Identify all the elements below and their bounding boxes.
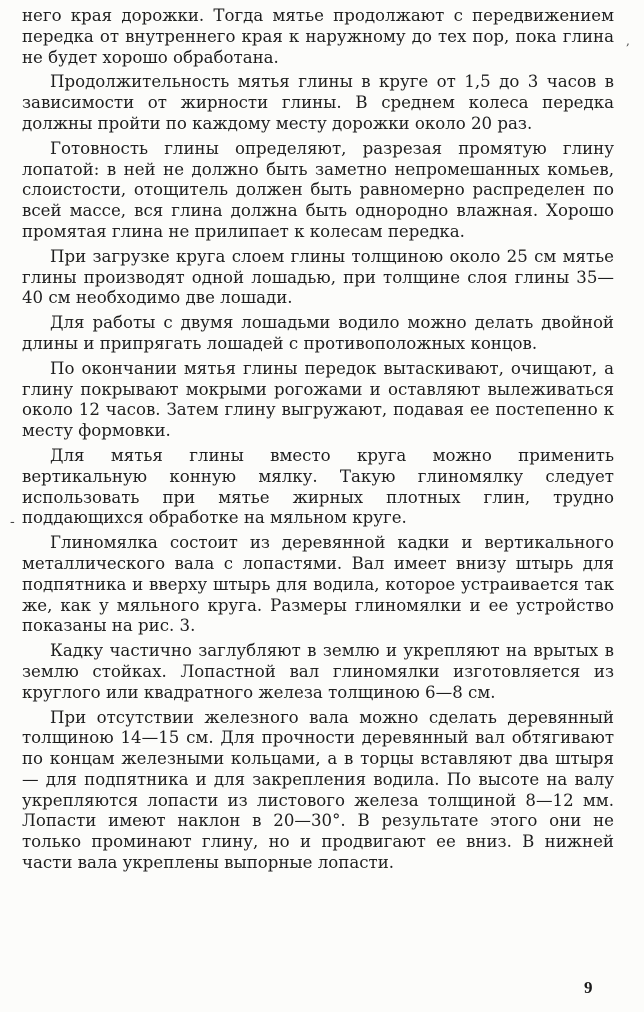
paragraph-7: Для мятья глины вместо круга можно применить вертикальную конную мялку. Такую глиномялку следует использовать при мятье жирных плотных глин, трудно поддающихся обработке на мяльном круге. <box>22 445 614 528</box>
paragraph-4: При загрузке круга слоем глины толщиною около 25 см мятье глины производят одной лошадью, при толщине слоя глины 35—40 см необходимо две лошади. <box>22 246 614 308</box>
page-body-text <box>22 6 614 878</box>
paragraph-10: При отсутствии железного вала можно сделать деревянный толщиною 14—15 см. Для прочности деревянный вал обтягивают по концам железными кольцами, а в торцы вставляют два штыря — для подпятника и для закрепления водила. По высоте на валу укрепляются лопасти из листового железа толщиной 8—12 мм. Лопасти имеют наклон в 20—30°. В результате этого они не только проминают глину, но и продвигают ее вниз. В нижней части вала укреплены выпорные лопасти. <box>22 707 614 873</box>
paragraph-6: По окончании мятья глины передок вытаскивают, очищают, а глину покрывают мокрыми рогожами и оставляют вылеживаться около 12 часов. Затем глину выгружают, подавая ее постепенно к месту формовки. <box>22 358 614 441</box>
paragraph-8: Глиномялка состоит из деревянной кадки и вертикального металлического вала с лопастями. Вал имеет внизу штырь для подпятника и вверху штырь для водила, которое устраивается так же, как у мяльного круга. Размеры глиномялки и ее устройство показаны на рис. 3. <box>22 533 614 636</box>
paragraph-1: него края дорожки. Тогда мятье продолжают с передвижением передка от внутреннего края к наружному до тех пор, пока глина не будет хорошо обработана. <box>22 6 614 67</box>
paragraph-3: Готовность глины определяют, разрезая промятую глину лопатой: в ней не должно быть заметно непромешанных комьев, слоистости, отощитель должен быть равномерно распределен по всей массе, вся глина должна быть однородно влажная. Хорошо промятая глина не прилипает к колесам передка. <box>22 138 614 241</box>
paragraph-9: Кадку частично заглубляют в землю и укрепляют на врытых в землю стойках. Лопастной вал глиномялки изготовляется из круглого или квадратного железа толщиною 6—8 см. <box>22 641 614 702</box>
margin-mark-right: , <box>626 34 630 48</box>
paragraph-2: Продолжительность мятья глины в круге от 1,5 до 3 часов в зависимости от жирности глины. В среднем колеса передка должны пройти по каждому месту дорожки около 20 раз. <box>22 72 614 133</box>
margin-mark-left: - <box>10 514 15 530</box>
paragraph-5: Для работы с двумя лошадьми водило можно делать двойной длины и припрягать лошадей с противоположных концов. <box>22 313 614 353</box>
page-number: 9 <box>584 978 593 997</box>
